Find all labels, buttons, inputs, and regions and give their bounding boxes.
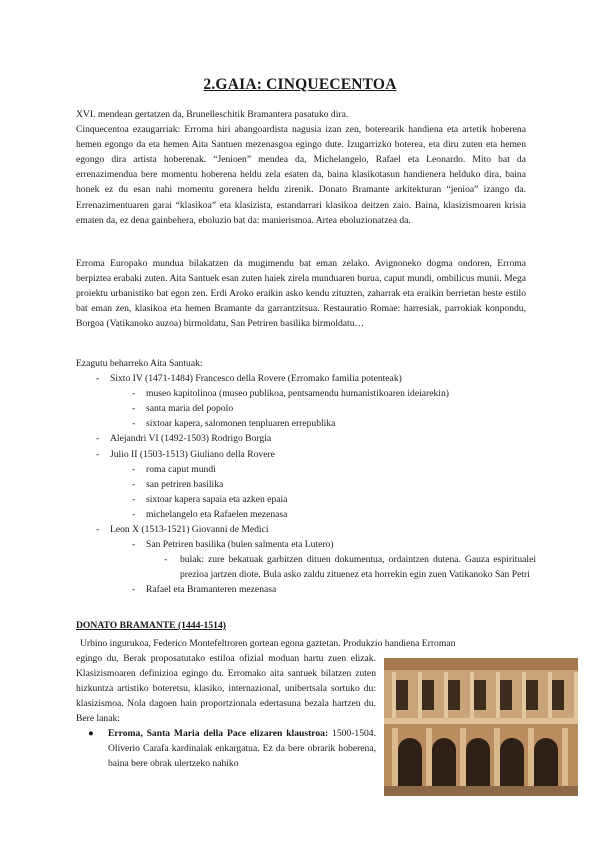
list-item xyxy=(76,462,536,477)
dash-bullet-icon: - xyxy=(132,493,136,505)
dash-bullet-icon: - xyxy=(132,539,136,551)
dash-bullet-icon: - xyxy=(132,418,136,430)
page-title: 2.GAIA: CINQUECENTOA xyxy=(203,76,397,93)
dash-bullet-icon: - xyxy=(132,388,136,400)
list-item xyxy=(76,447,536,462)
dash-bullet-icon: - xyxy=(132,463,136,475)
work-title: Erroma, Santa Maria della Pace elizaren klaustroa: xyxy=(108,728,329,739)
list-item xyxy=(76,401,536,416)
intro-section xyxy=(76,107,526,228)
list-item xyxy=(76,477,536,492)
list-item-text: Rafael eta Bramanteren mezenasa xyxy=(146,584,277,596)
donato-first-line: Urbino ingurukoa, Federico Montefeltroren gortean egona gaztetan. Produkzio handiena Erroman xyxy=(80,638,456,649)
list-item-text: Alejandri VI (1492-1503) Rodrigo Borgia xyxy=(110,433,272,445)
dash-bullet-icon: - xyxy=(132,478,136,490)
popes-heading: Ezagutu beharreko Aita Santuak: xyxy=(76,358,203,369)
work-list-item xyxy=(88,726,376,771)
list-item xyxy=(76,386,536,401)
dash-bullet-icon: - xyxy=(96,373,100,385)
dash-bullet-icon: - xyxy=(164,554,168,566)
dash-bullet-icon: - xyxy=(132,403,136,415)
list-item-text: michelangelo eta Rafaelen mezenasa xyxy=(146,508,288,520)
list-item xyxy=(76,371,536,386)
donato-paragraph xyxy=(76,636,456,727)
list-item xyxy=(76,492,536,507)
bullet-dot-icon: ● xyxy=(88,728,94,739)
donato-rest: egingo du, Berak proposatutako estiloa ofizial moduan hartu zuen elizak. Klasizismoaren definizioa egingo du. Erromako aita santuek bilatzen zuten hizkuntza artistiko boteretsu, klasiko, internazional, unibertsala sortuko du: klasizismoa. Nola dagoen hain proportzionala edertasuna bezala hartzen du. Bere lanak: xyxy=(76,653,376,725)
list-item-text: san petriren basilika xyxy=(146,478,224,490)
intro-paragraph-1: XVI. mendean gertatzen da, Brunelleschitik Bramantera pasatuko dira. xyxy=(76,109,349,120)
list-item-text: San Petriren basilika (bulen salmenta eta Lutero) xyxy=(146,539,334,551)
donato-heading: DONATO BRAMANTE (1444-1514) xyxy=(76,620,226,631)
dash-bullet-icon: - xyxy=(132,584,136,596)
list-item-text: santa maria del popolo xyxy=(146,403,234,415)
dash-bullet-icon: - xyxy=(96,524,100,536)
dash-bullet-icon: - xyxy=(96,448,100,460)
list-item xyxy=(76,582,536,597)
dash-bullet-icon: - xyxy=(96,433,100,445)
list-item xyxy=(76,431,536,446)
list-item-text: Sixto IV (1471-1484) Francesco della Rovere (Erromako familia potenteak) xyxy=(110,373,402,385)
list-item xyxy=(76,552,536,582)
dash-bullet-icon: - xyxy=(132,508,136,520)
list-item-text: bulak: zure bekatuak garbitzen dituen dokumentua, ordaintzen dutena. Gauza espiritualei prezioa jartzen diote. Bula asko zaldu zituenez eta horrekin egin zuen Vatikanoko San Petri xyxy=(180,554,536,581)
list-item xyxy=(76,416,536,431)
list-item-text: Julio II (1503-1513) Giuliano della Rovere xyxy=(110,448,275,460)
list-item xyxy=(76,507,536,522)
list-item-text: roma caput mundi xyxy=(146,463,216,475)
cloister-illustration xyxy=(384,658,578,796)
list-item-text: museo kapitolinoa (museo publikoa, pentsamendu humanistikoaren ideiarekin) xyxy=(146,388,449,400)
intro-paragraph-2: Cinquecentoa ezaugarriak: Erroma hiri abangoardista nagusia izan zen, boterearik handiena eta artetik hoberena hemen egongo da eta hemen Aita Santuen mezenasgoa egingo dute. Izugarrizko boterea, eta diru zuten eta hemen egongo dira artista hoberenak. “Jenioen” mendea da, Michelangelo, Rafael eta Leonardo. Mito bat da errenazimendua bere momentu hoberena heldu zela esaten da, baina klasikotasun handienera helduko dira, baina honek ez du esan nahi momentu gorenera heldu zirenik. Donato Bramante arkitekturan “jenioa” izango da. Errenazimentuaren garai “klasikoa” eta klasizista, estandarrari klasikoa deitzen zaio. Baina, klasizismoaren krisia ematen da, ez dena gainbehera, eboluzio bat da: manierismoa. Artea eboluzionatzea da. xyxy=(76,124,526,226)
list-item-text: sixtoar kapera, salomonen tenpluaren errepublika xyxy=(146,418,336,430)
work-description: 1500-1504. Oliverio Carafa kardinalak enkargatua. Ez da bere obrarik hoberena, baina bere obrak ulertzeko nahiko xyxy=(108,728,376,770)
rome-section xyxy=(76,256,526,331)
list-item xyxy=(76,522,536,537)
list-item xyxy=(76,537,536,552)
rome-paragraph: Erroma Europako mundua bilakatzen da mugimendu bat eman zelako. Avignoneko dogma ondoren, Erroma berpiztea erabaki zuten. Aita Santuek esan zuten haiek zirela munduaren burua, caput mundi, ombilicus munii. Mega proiektu urbanistiko bat egon zen. Erdi Aroko eraikin asko kendu zituzten, zaharrak eta eraikin berrietan beste estilo bat eman zen, klasikoa eta hemen Bramante da garrantzitsua. Restauratio Romae: harresiak, parrokiak konpondu, Borgoa (Vatikanoko auzoa) birmoldatu, San Petriren basilika birmoldatu… xyxy=(76,258,526,330)
list-item-text: Leon X (1513-1521) Giovanni de Medici xyxy=(110,524,269,536)
popes-list xyxy=(76,356,536,598)
list-item-text: sixtoar kapera sapaia eta azken epaia xyxy=(146,493,288,505)
cloister-photo xyxy=(384,658,578,796)
